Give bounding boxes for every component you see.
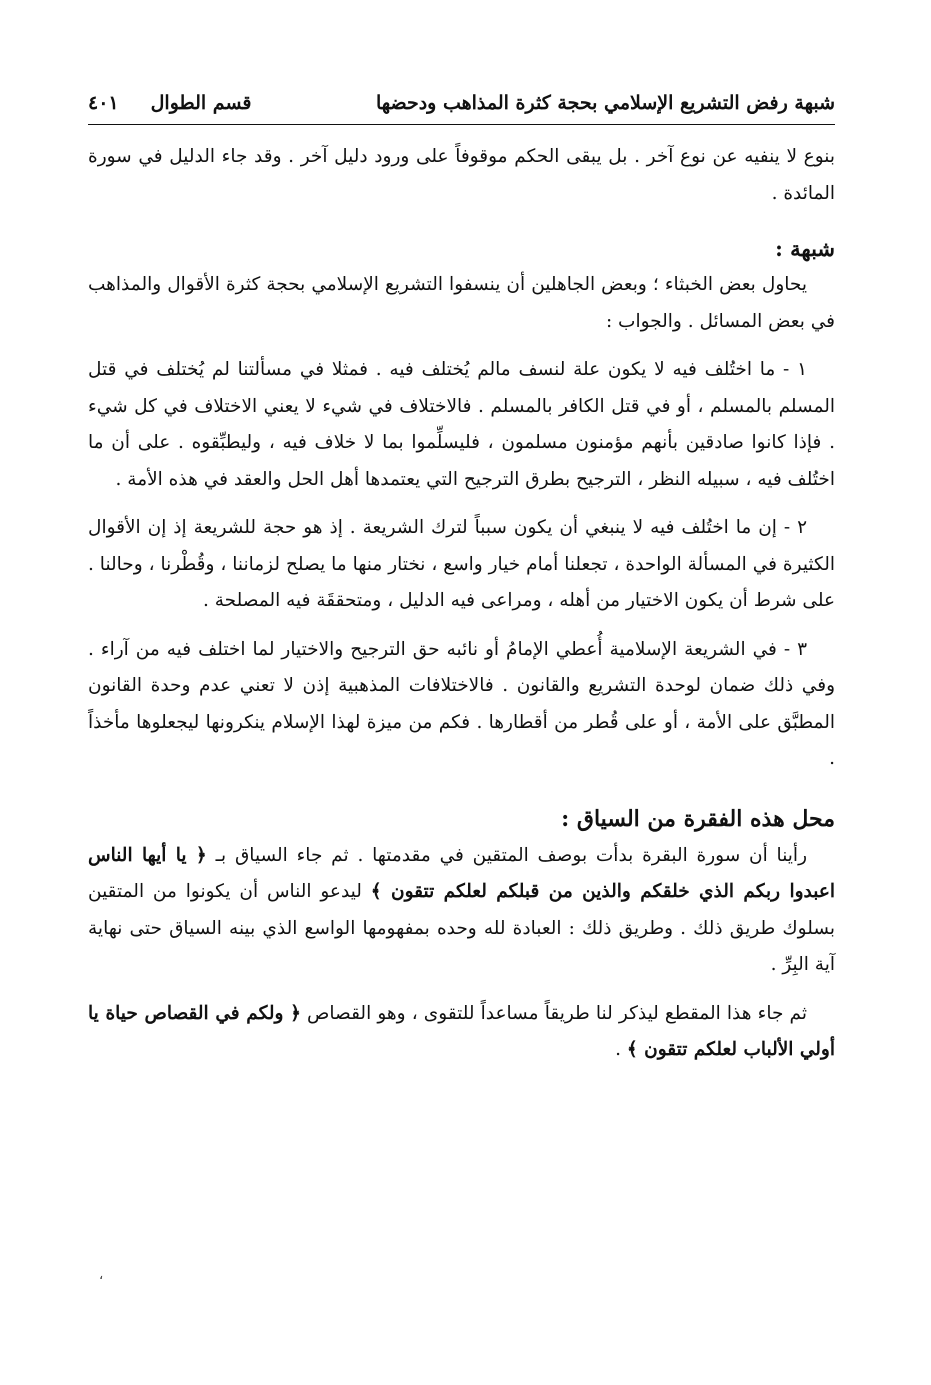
header-meta — [88, 92, 251, 114]
point-3: ٣ - في الشريعة الإسلامية أُعطي الإمامُ أو نائبه حق الترجيح والاختيار لما اختلف فيه من آراء . وفي ذلك ضمان لوحدة التشريع والقانون . فالاختلافات المذهبية إذن لا تعني عدم وحدة القانون المطبَّق على الأمة ، أو على قُطر من أقطارها . فكم من ميزة لهذا الإسلام ينكرونها ليجعلوها مأخذاً . — [88, 638, 835, 769]
header-title: شبهة رفض التشريع الإسلامي بحجة كثرة المذاهب ودحضها — [375, 92, 835, 114]
page-number: ٤٠١ — [88, 92, 119, 114]
context-heading: محل هذه الفقرة من السياق : — [561, 805, 835, 832]
context-p1-text-b: ليدعو الناس أن يكونوا من المتقين بسلوك طريق ذلك . وطريق ذلك : العبادة لله وحده بمفهومها الواسع الذي بينه السياق حتى نهاية آية البِرِّ . — [88, 881, 835, 975]
point-1: ١ - ما اختُلف فيه لا يكون علة لنسف مالم يُختلف فيه . فمثلا في مسألتنا لم يُختلف في قتل المسلم بالمسلم ، أو في قتل الكافر بالمسلم . فالاختلاف في شيء لا يعني الاختلاف في كل شيء . فإذا كانوا صادقين بأنهم مؤمنون مسلمون ، فليسلِّموا بما لا خلاف فيه ، وليطبِّقوه . على أن ما اختُلف فيه ، سبيله النظر ، الترجيح بطرق الترجيح التي يعتمدها أهل الحل والعقد في هذه الأمة . — [88, 359, 835, 490]
intro-paragraph: بنوع لا ينفيه عن نوع آخر . بل يبقى الحكم موقوفاً على ورود دليل آخر . وقد جاء الدليل في سورة المائدة . — [88, 146, 835, 204]
quran-quote-1: ﴿ يا أيها الناس اعبدوا ربكم الذي خلقكم والذين من قبلكم لعلكم تتقون ﴾ — [88, 844, 835, 902]
header-section: قسم الطوال — [150, 92, 252, 114]
point-2: ٢ - إن ما اختُلف فيه لا ينبغي أن يكون سبباً لترك الشريعة . إذ هو حجة للشريعة إذ إن الأقوال الكثيرة في المسألة الواحدة ، تجعلنا أمام خيار واسع ، نختار منها ما يصلح لزماننا ، وقُطْرنا ، وحالنا . على شرط أن يكون الاختيار من أهله ، ومراعى فيه الدليل ، ومتحققَة فيه المصلحة . — [88, 517, 835, 611]
running-header — [88, 92, 835, 125]
context-p2-text-b: . — [615, 1039, 621, 1060]
context-p1-text-a: رأينا أن سورة البقرة بدأت بوصف المتقين في مقدمتها . ثم جاء السياق بـ — [215, 844, 807, 866]
book-page — [88, 92, 835, 1069]
context-paragraph-2 — [88, 996, 835, 1069]
shubha-body: يحاول بعض الخبثاء ؛ وبعض الجاهلين أن ينسفوا التشريع الإسلامي بحجة كثرة الأقوال والمذاهب في بعض المسائل . والجواب : — [88, 274, 835, 332]
quran-quote-2: ﴿ ولكم في القصاص حياة يا أولي الألباب لعلكم تتقون ﴾ — [88, 1002, 835, 1060]
context-paragraph-1 — [88, 838, 835, 984]
context-p2-text-a: ثم جاء هذا المقطع ليذكر لنا طريقاً مساعداً للتقوى ، وهو القصاص — [307, 1002, 807, 1024]
stray-ink-mark: ، — [99, 1268, 104, 1283]
shubha-heading: شبهة : — [775, 236, 835, 261]
